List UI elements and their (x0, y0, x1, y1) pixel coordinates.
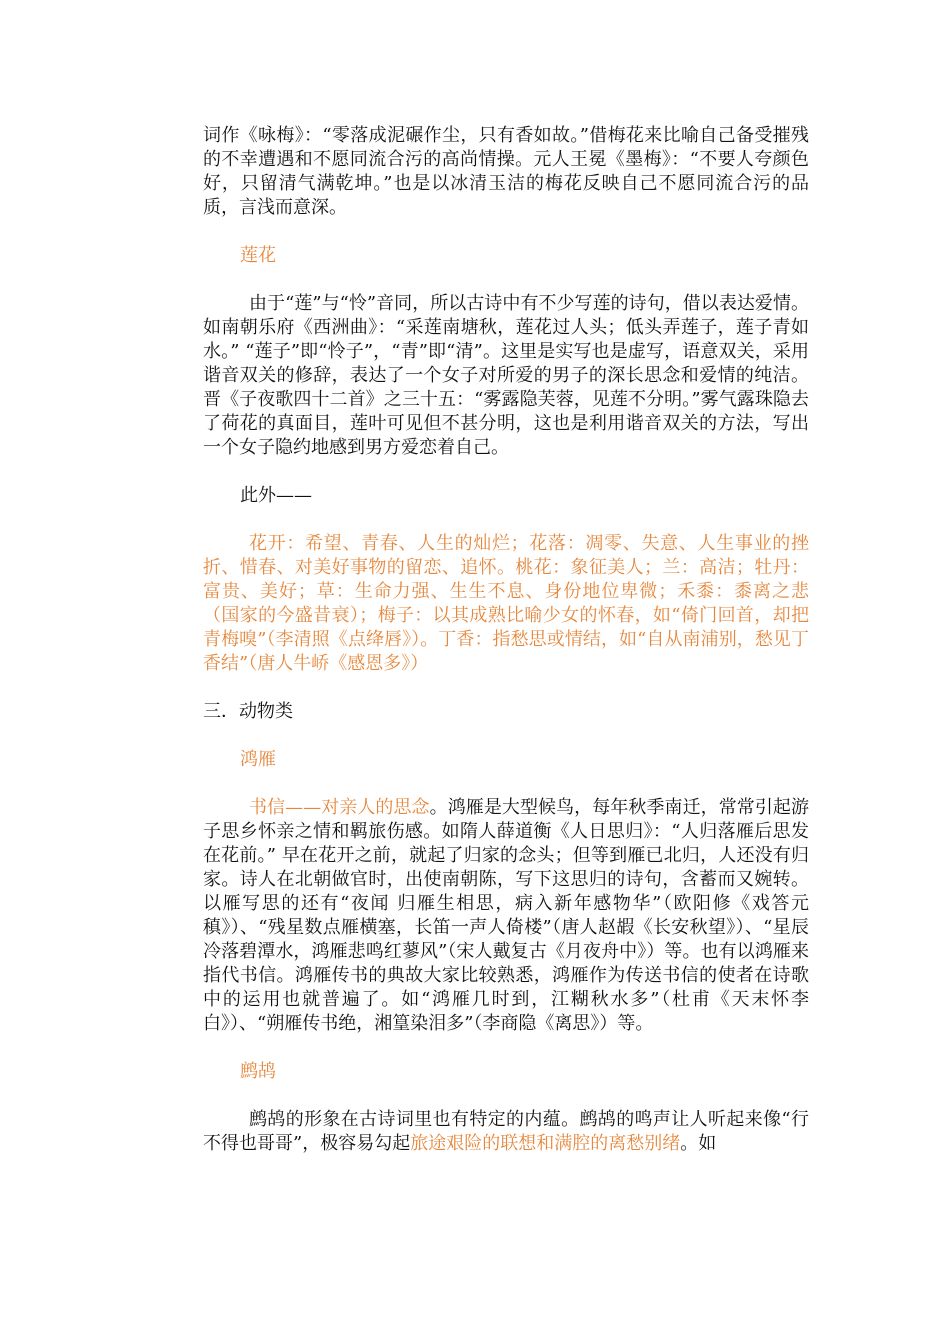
goose-lead-highlight: 书信——对亲人的思念 (249, 797, 430, 818)
heading-besides: 此外—— (240, 485, 312, 506)
paragraph-plum-continued: 词作《咏梅》：“零落成泥碾作尘，只有香如故。”借梅花来比喻自己备受摧残的不幸遭遇和不愿同流合污的高尚情操。元人王冕《墨梅》：“不要人夸颜色好，只留清气满乾坤。”也是以冰清玉洁的梅花反映自己不愿同流合污的品质，言浅而意深。 (203, 125, 809, 218)
partridge-highlight: 旅途艰险的联想和满腔的离愁别绪 (410, 1133, 681, 1154)
paragraph-goose (203, 796, 809, 1036)
paragraph-lotus: 由于“莲”与“怜”音同，所以古诗中有不少写莲的诗句，借以表达爱情。如南朝乐府《西洲曲》：“采莲南塘秋，莲花过人头；低头弄莲子，莲子青如水。” “莲子”即“怜子”，“青”即“清”。这里是实写也是虚写，语意双关，采用谐音双关的修辞，表达了一个女子对所爱的男子的深长思念和爱情的纯洁。晋《子夜歌四十二首》之三十五：“雾露隐芙蓉，见莲不分明。”雾气露珠隐去了荷花的真面目，莲叶可见但不甚分明，这也是利用谐音双关的方法，写出一个女子隐约地感到男方爱恋着自己。 (203, 293, 809, 458)
paragraph-partridge (203, 1108, 809, 1156)
goose-body-text: 。鸿雁是大型候鸟，每年秋季南迁，常常引起游子思乡怀亲之情和羁旅伤感。如隋人薛道衡《人日思归》：“人归落雁后思发在花前。” 早在花开之前，就起了归家的念头；但等到雁已北归，人还没有归家。诗人在北朝做官时，出使南朝陈，写下这思归的诗句，含蓄而又婉转。以雁写思的还有“夜闻 归雁生相思，病入新年感物华”（欧阳修《戏答元稹》）、“残星数点雁横塞，长笛一声人倚楼”（唐人赵嘏《长安秋望》）、“星辰冷落碧潭水，鸿雁悲鸣红蓼风”（宋人戴复古《月夜舟中》）等。也有以鸿雁来指代书信。鸿雁传书的典故大家比较熟悉，鸿雁作为传送书信的使者在诗歌中的运用也就普遍了。如“鸿雁几时到，江糊秋水多”（杜甫《天末怀李白》）、“朔雁传书绝，湘篁染泪多”（李商隐《离思》）等。 (203, 797, 810, 1034)
partridge-text-c: 。如 (680, 1133, 717, 1154)
document-page (203, 124, 809, 1156)
partridge-text-a: 鹧鸪的形象在古诗词里也有特定的内蕴。鹧鸪的鸣声让人听起来像“行不得也哥哥”，极容易勾起 (203, 1109, 809, 1154)
heading-lotus: 莲花 (240, 245, 276, 266)
paragraph-besides: 花开：希望、青春、人生的灿烂；花落：凋零、失意、人生事业的挫折、惜春、对美好事物的留恋、追怀。桃花：象征美人；兰：高洁；牡丹：富贵、美好；草：生命力强、生生不息、身份地位卑微；禾黍：黍离之悲（国家的今盛昔衰）；梅子：以其成熟比喻少女的怀春，如“倚门回首，却把青梅嗅”（李清照《点绛唇》）。丁香：指愁思或情结，如“自从南浦别，愁见丁香结”（唐人牛峤《感恩多》） (203, 533, 809, 674)
heading-animals: 三．动物类 (203, 701, 293, 722)
heading-partridge: 鹧鸪 (240, 1061, 276, 1082)
heading-goose: 鸿雁 (240, 749, 276, 770)
